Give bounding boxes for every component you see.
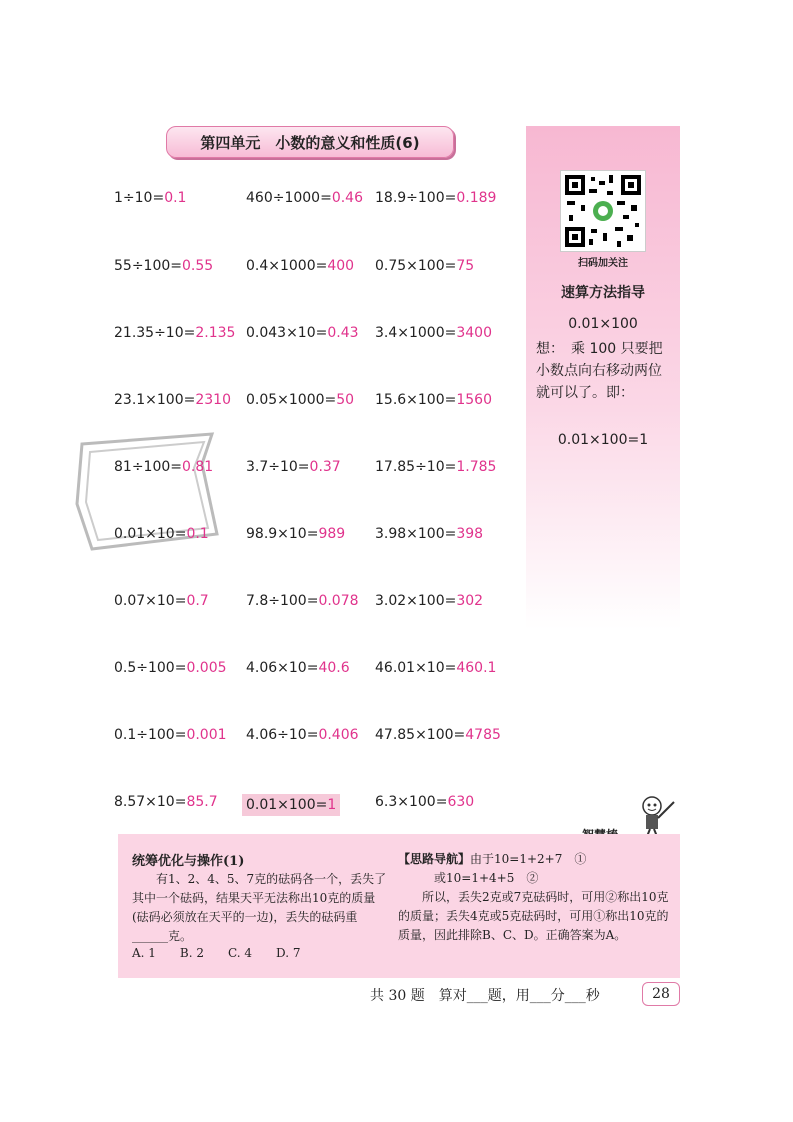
problem-item	[246, 258, 354, 274]
problem-item	[114, 660, 227, 676]
problem-question: 46.01×10=	[375, 660, 457, 676]
problem-question: 55÷100=	[114, 258, 182, 274]
problem-answer: 0.005	[186, 660, 227, 676]
problem-item	[246, 526, 345, 542]
problem-answer: 0.7	[186, 593, 209, 609]
problem-question: 23.1×100=	[114, 392, 196, 408]
problem-question: 0.1÷100=	[114, 727, 187, 743]
problem-question: 460÷1000=	[246, 190, 332, 206]
problem-answer: 1560	[456, 392, 492, 408]
problem-item	[114, 190, 186, 206]
problem-answer: 0.1	[164, 190, 187, 206]
problem-question: 3.4×1000=	[375, 325, 457, 341]
bonus-choices: A. 1 B. 2 C. 4 D. 7	[132, 946, 301, 960]
problem-question: 0.01×10=	[114, 526, 187, 542]
problem-question: 81÷100=	[114, 459, 182, 475]
problem-answer: 400	[327, 258, 355, 274]
problem-answer: 1.785	[456, 459, 497, 475]
problem-item	[375, 258, 474, 274]
problem-question: 0.75×100=	[375, 258, 457, 274]
problem-item	[242, 794, 340, 816]
problem-answer: 0.81	[182, 459, 214, 475]
problem-item	[114, 459, 213, 475]
hint-block	[398, 850, 674, 945]
problem-item	[246, 593, 359, 609]
problem-question: 47.85×100=	[375, 727, 466, 743]
problem-question: 0.043×10=	[246, 325, 328, 341]
problem-answer: 1	[327, 797, 337, 813]
problem-item	[375, 526, 483, 542]
problem-answer: 0.406	[318, 727, 359, 743]
problem-answer: 0.37	[309, 459, 341, 475]
problem-question: 4.06÷10=	[246, 727, 319, 743]
problem-question: 3.02×100=	[375, 593, 457, 609]
problem-answer: 40.6	[318, 660, 350, 676]
problem-answer: 2.135	[195, 325, 236, 341]
problem-question: 1÷10=	[114, 190, 165, 206]
bonus-title: 统筹优化与操作(1)	[132, 854, 245, 869]
qr-code-icon[interactable]	[560, 170, 646, 252]
problem-item	[114, 794, 218, 810]
problem-item	[246, 392, 354, 408]
problem-question: 21.35÷10=	[114, 325, 196, 341]
problem-question: 3.98×100=	[375, 526, 457, 542]
problem-answer: 3400	[456, 325, 492, 341]
page-number: 28	[642, 982, 680, 1006]
problem-question: 7.8÷100=	[246, 593, 319, 609]
problem-answer: 0.189	[456, 190, 497, 206]
problem-item	[246, 190, 363, 206]
problem-answer: 85.7	[186, 794, 218, 810]
problem-question: 6.3×100=	[375, 794, 448, 810]
problem-answer: 0.1	[186, 526, 209, 542]
problem-answer: 630	[447, 794, 475, 810]
problem-item	[246, 325, 359, 341]
tip-expression: 0.01×100	[568, 316, 638, 332]
page-title: 第四单元 小数的意义和性质(6)	[166, 126, 454, 158]
problem-item	[375, 325, 492, 341]
problem-question: 0.01×100=	[246, 797, 328, 813]
problem-answer: 50	[336, 392, 355, 408]
problem-item	[114, 526, 209, 542]
problem-question: 0.4×1000=	[246, 258, 328, 274]
problem-question: 15.6×100=	[375, 392, 457, 408]
problem-question: 4.06×10=	[246, 660, 319, 676]
tip-title: 速算方法指导	[561, 285, 645, 301]
problem-item	[246, 727, 359, 743]
problem-item	[114, 258, 213, 274]
problem-answer: 75	[456, 258, 475, 274]
problem-question: 0.07×10=	[114, 593, 187, 609]
problem-item	[246, 660, 350, 676]
problem-item	[375, 593, 483, 609]
problem-question: 8.57×10=	[114, 794, 187, 810]
score-footer: 共 30 题 算对___题，用___分___秒	[370, 988, 600, 1004]
problem-item	[246, 459, 341, 475]
problem-answer: 2310	[195, 392, 231, 408]
problem-answer: 0.46	[331, 190, 363, 206]
problem-item	[114, 325, 235, 341]
tip-text: 想： 乘 100 只要把小数点向右移动两位就可以了。即：	[536, 341, 663, 401]
problem-item	[375, 190, 496, 206]
tip-answer: 0.01×100=1	[557, 432, 649, 448]
problem-item	[114, 727, 227, 743]
problem-question: 3.7÷10=	[246, 459, 310, 475]
problem-item	[375, 794, 474, 810]
bonus-question: 有1、2、4、5、7克的砝码各一个，丢失了其中一个砝码，结果天平无法称出10克的质量(砝码必须放在天平的一边)，丢失的砝码重______克。	[132, 872, 387, 943]
problem-answer: 302	[456, 593, 484, 609]
problem-answer: 989	[318, 526, 346, 542]
hint-text: 由于10=1+2+7 ① 或10=1+4+5 ② 所以，丢失2克或7克砝码时，可用②称出10克的质量；丢失4克或5克砝码时，可用①称出10克的质量，因此排除B、C、D。正确答案为A。	[398, 852, 669, 942]
problem-question: 98.9×10=	[246, 526, 319, 542]
problem-item	[375, 459, 496, 475]
problem-answer: 4785	[465, 727, 501, 743]
problem-answer: 0.55	[182, 258, 214, 274]
problem-item	[375, 727, 501, 743]
qr-label: 扫码加关注	[578, 258, 628, 269]
problem-answer: 0.43	[327, 325, 359, 341]
problem-answer: 0.001	[186, 727, 227, 743]
problem-question: 18.9÷100=	[375, 190, 457, 206]
problem-item	[114, 392, 231, 408]
problem-answer: 0.078	[318, 593, 359, 609]
problem-item	[114, 593, 209, 609]
problem-item	[375, 660, 496, 676]
problem-question: 0.5÷100=	[114, 660, 187, 676]
problem-question: 0.05×1000=	[246, 392, 337, 408]
problem-item	[375, 392, 492, 408]
hint-label: 【思路导航】	[398, 852, 471, 866]
problem-answer: 460.1	[456, 660, 497, 676]
problem-answer: 398	[456, 526, 484, 542]
problem-question: 17.85÷10=	[375, 459, 457, 475]
